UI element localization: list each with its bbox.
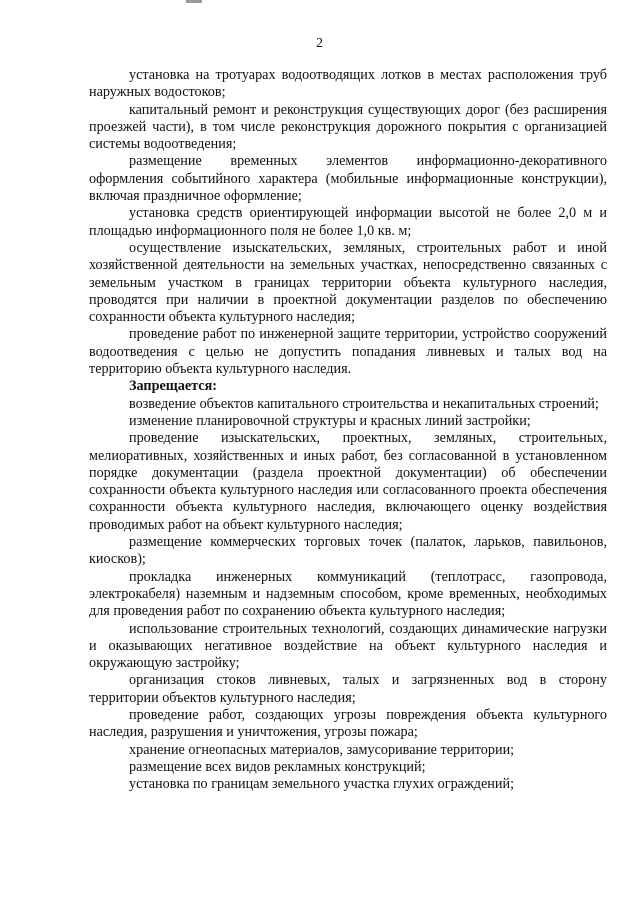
scan-artifact [186, 0, 202, 3]
paragraph: прокладка инженерных коммуникаций (теплотрасс, газопровода, электрокабеля) наземным и надземным способом, кроме временных, необходимых для проведения работ по сохранению объекта культурного наследия; [89, 568, 607, 620]
paragraph: капитальный ремонт и реконструкция существующих дорог (без расширения проезжей части), в том числе реконструкция дорожного покрытия с организацией системы водоотведения; [89, 101, 607, 153]
paragraph: проведение работ по инженерной защите территории, устройство сооружений водоотведения с целью не допустить попадания ливневых и талых вод на территорию объекта культурного наследия. [89, 326, 607, 378]
paragraph: изменение планировочной структуры и красных линий застройки; [129, 412, 531, 429]
paragraph: размещение временных элементов информационно-декоративного оформления событийного характера (мобильные информационные конструкции), включая праздничное оформление; [89, 153, 607, 205]
paragraph: возведение объектов капитального строительства и некапитальных строений; [129, 395, 599, 412]
paragraph: установка по границам земельного участка глухих ограждений; [129, 776, 515, 793]
paragraph: проведение изыскательских, проектных, земляных, строительных, мелиоративных, хозяйственных и иных работ, без согласованной в установленном порядке документации (раздела проектной документации) об обеспечении сохранности объекта культурного наследия или согласованного проекта обеспечения сохранности объекта культурного наследия, включающего оценку воздействия проводимых работ на объект культурного наследия; [89, 430, 607, 533]
section-heading: Запрещается: [129, 378, 217, 395]
paragraph: проведение работ, создающих угрозы повреждения объекта культурного наследия, разрушения и уничтожения, угрозы пожара; [89, 706, 607, 741]
paragraph: организация стоков ливневых, талых и загрязненных вод в сторону территории объектов культурного наследия; [89, 672, 607, 706]
paragraph: установка средств ориентирующей информации высотой не более 2,0 м и площадью информационного поля не более 1,0 кв. м; [89, 205, 607, 239]
paragraph: размещение коммерческих торговых точек (палаток, ларьков, павильонов, киосков); [89, 534, 607, 568]
paragraph: установка на тротуарах водоотводящих лотков в местах расположения труб наружных водостоков; [89, 67, 607, 101]
page-number: 2 [316, 36, 323, 51]
paragraph: осуществление изыскательских, земляных, строительных работ и иной хозяйственной деятельности на земельных участках, непосредственно связанных с земельным участком в границах территории объекта культурного наследия, проводятся при наличии в проектной документации разделов по обеспечению сохранности объекта культурного наследия; [89, 239, 607, 326]
document-body [89, 67, 607, 793]
paragraph: использование строительных технологий, создающих динамические нагрузки и оказывающих негативное воздействие на объект культурного наследия и окружающую застройку; [89, 620, 607, 672]
paragraph: размещение всех видов рекламных конструкций; [129, 758, 426, 775]
paragraph: хранение огнеопасных материалов, замусоривание территории; [129, 741, 515, 758]
